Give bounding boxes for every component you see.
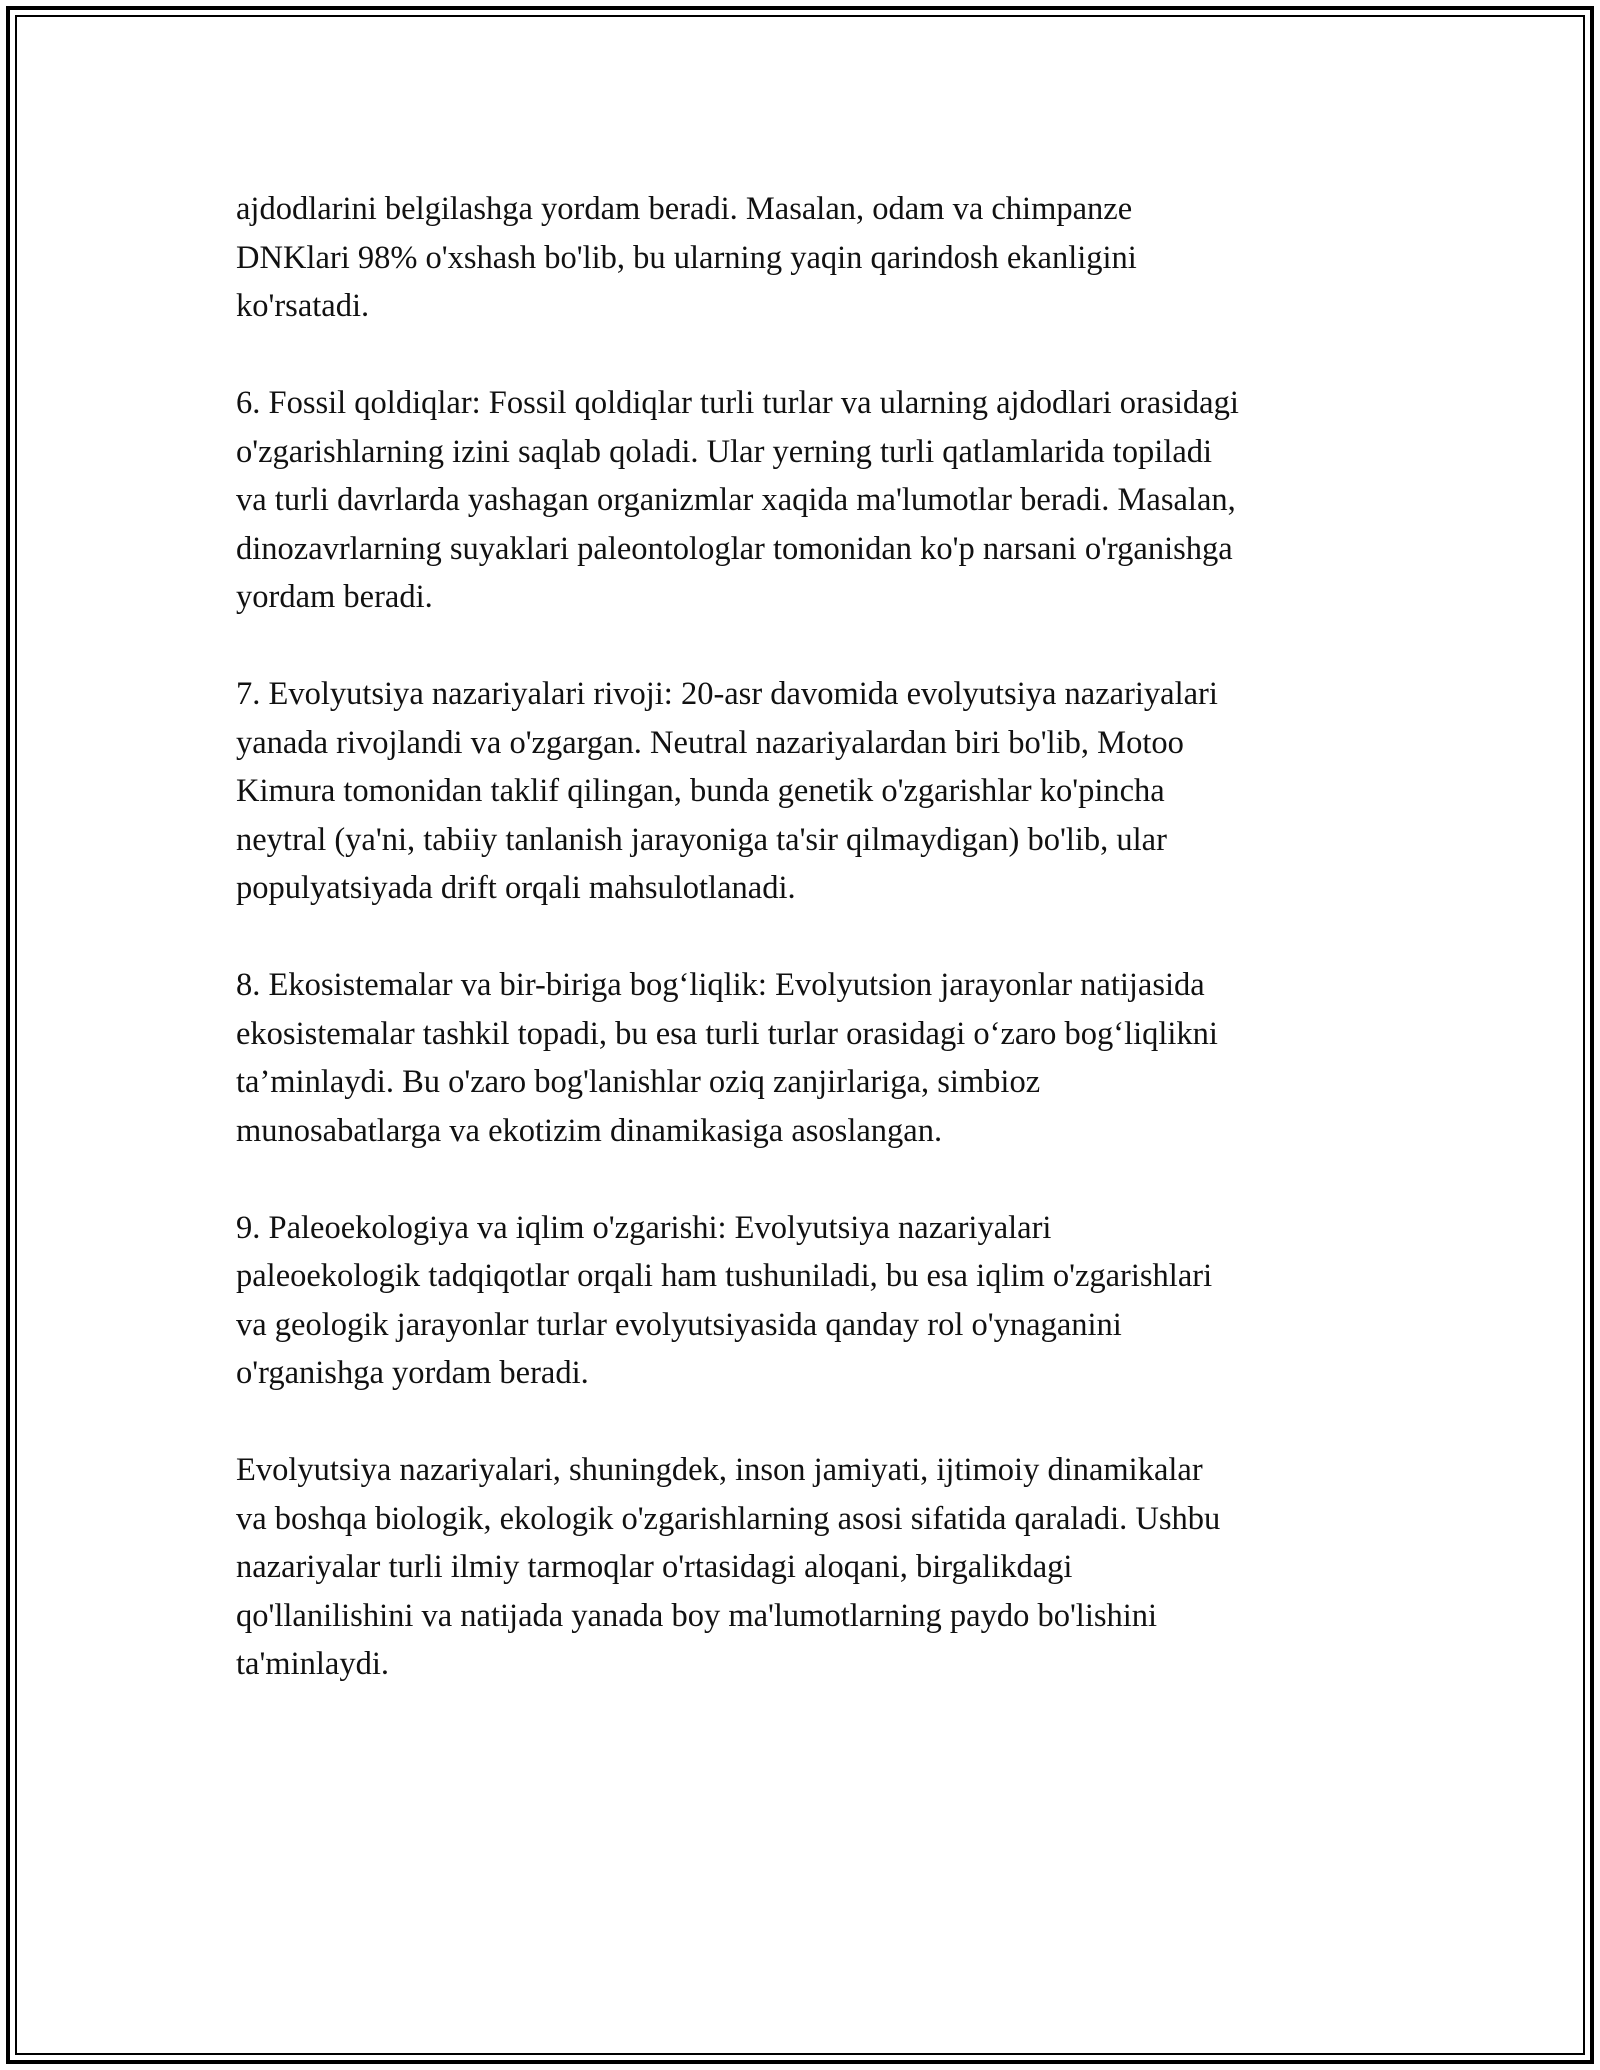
paragraph-intro-continuation: ajdodlarini belgilashga yordam beradi. Masalan, odam va chimpanze DNKlari 98% o'xshash bo'lib, bu ularning yaqin qarindosh ekanligini ko'rsatadi. bbox=[236, 191, 1137, 324]
paragraph-conclusion: Evolyutsiya nazariyalari, shuningdek, inson jamiyati, ijtimoiy dinamikalar va boshqa biologik, ekologik o'zgarishlarning asosi sifatida qaraladi. Ushbu nazariyalar turli ilmiy tarmoqlar o'rtasidagi aloqani, birgalikdagi qo'llanilishini va natijada yanada boy ma'lumotlarning paydo bo'lishini ta'minlaydi. bbox=[236, 1452, 1221, 1682]
document-body bbox=[236, 185, 1376, 1737]
paragraph-paleoecology-climate: 9. Paleoekologiya va iqlim o'zgarishi: Evolyutsiya nazariyalari paleoekologik tadqiqotlar orqali ham tushuniladi, bu esa iqlim o'zgarishlari va geologik jarayonlar turlar evolyutsiyasida qanday rol o'ynaganini o'rganishga yordam beradi. bbox=[236, 1209, 1213, 1391]
paragraph-ecosystems-interdependence: 8. Ekosistemalar va bir-biriga bog‘liqlik: Evolyutsion jarayonlar natijasida ekosistemalar tashkil topadi, bu esa turli turlar orasidagi o‘zaro bog‘liqlikni ta’minlaydi. Bu o'zaro bog'lanishlar oziq zanjirlariga, simbioz munosabatlarga va ekotizim dinamikasiga asoslangan. bbox=[236, 967, 1218, 1149]
paragraph-evolution-theories-development: 7. Evolyutsiya nazariyalari rivoji: 20-asr davomida evolyutsiya nazariyalari yanada rivojlandi va o'zgargan. Neutral nazariyalardan biri bo'lib, Motoo Kimura tomonidan taklif qilingan, bunda genetik o'zgarishlar ko'pincha neytral (ya'ni, tabiiy tanlanish jarayoniga ta'sir qilmaydigan) bo'lib, ular populyatsiyada drift orqali mahsulotlanadi. bbox=[236, 676, 1218, 906]
paragraph-fossil-remains: 6. Fossil qoldiqlar: Fossil qoldiqlar turli turlar va ularning ajdodlari orasidagi o'zgarishlarning izini saqlab qoladi. Ular yerning turli qatlamlarida topiladi va turli davrlarda yashagan organizmlar xaqida ma'lumotlar beradi. Masalan, dinozavrlarning suyaklari paleontologlar tomonidan ko'p narsani o'rganishga yordam beradi. bbox=[236, 385, 1239, 615]
